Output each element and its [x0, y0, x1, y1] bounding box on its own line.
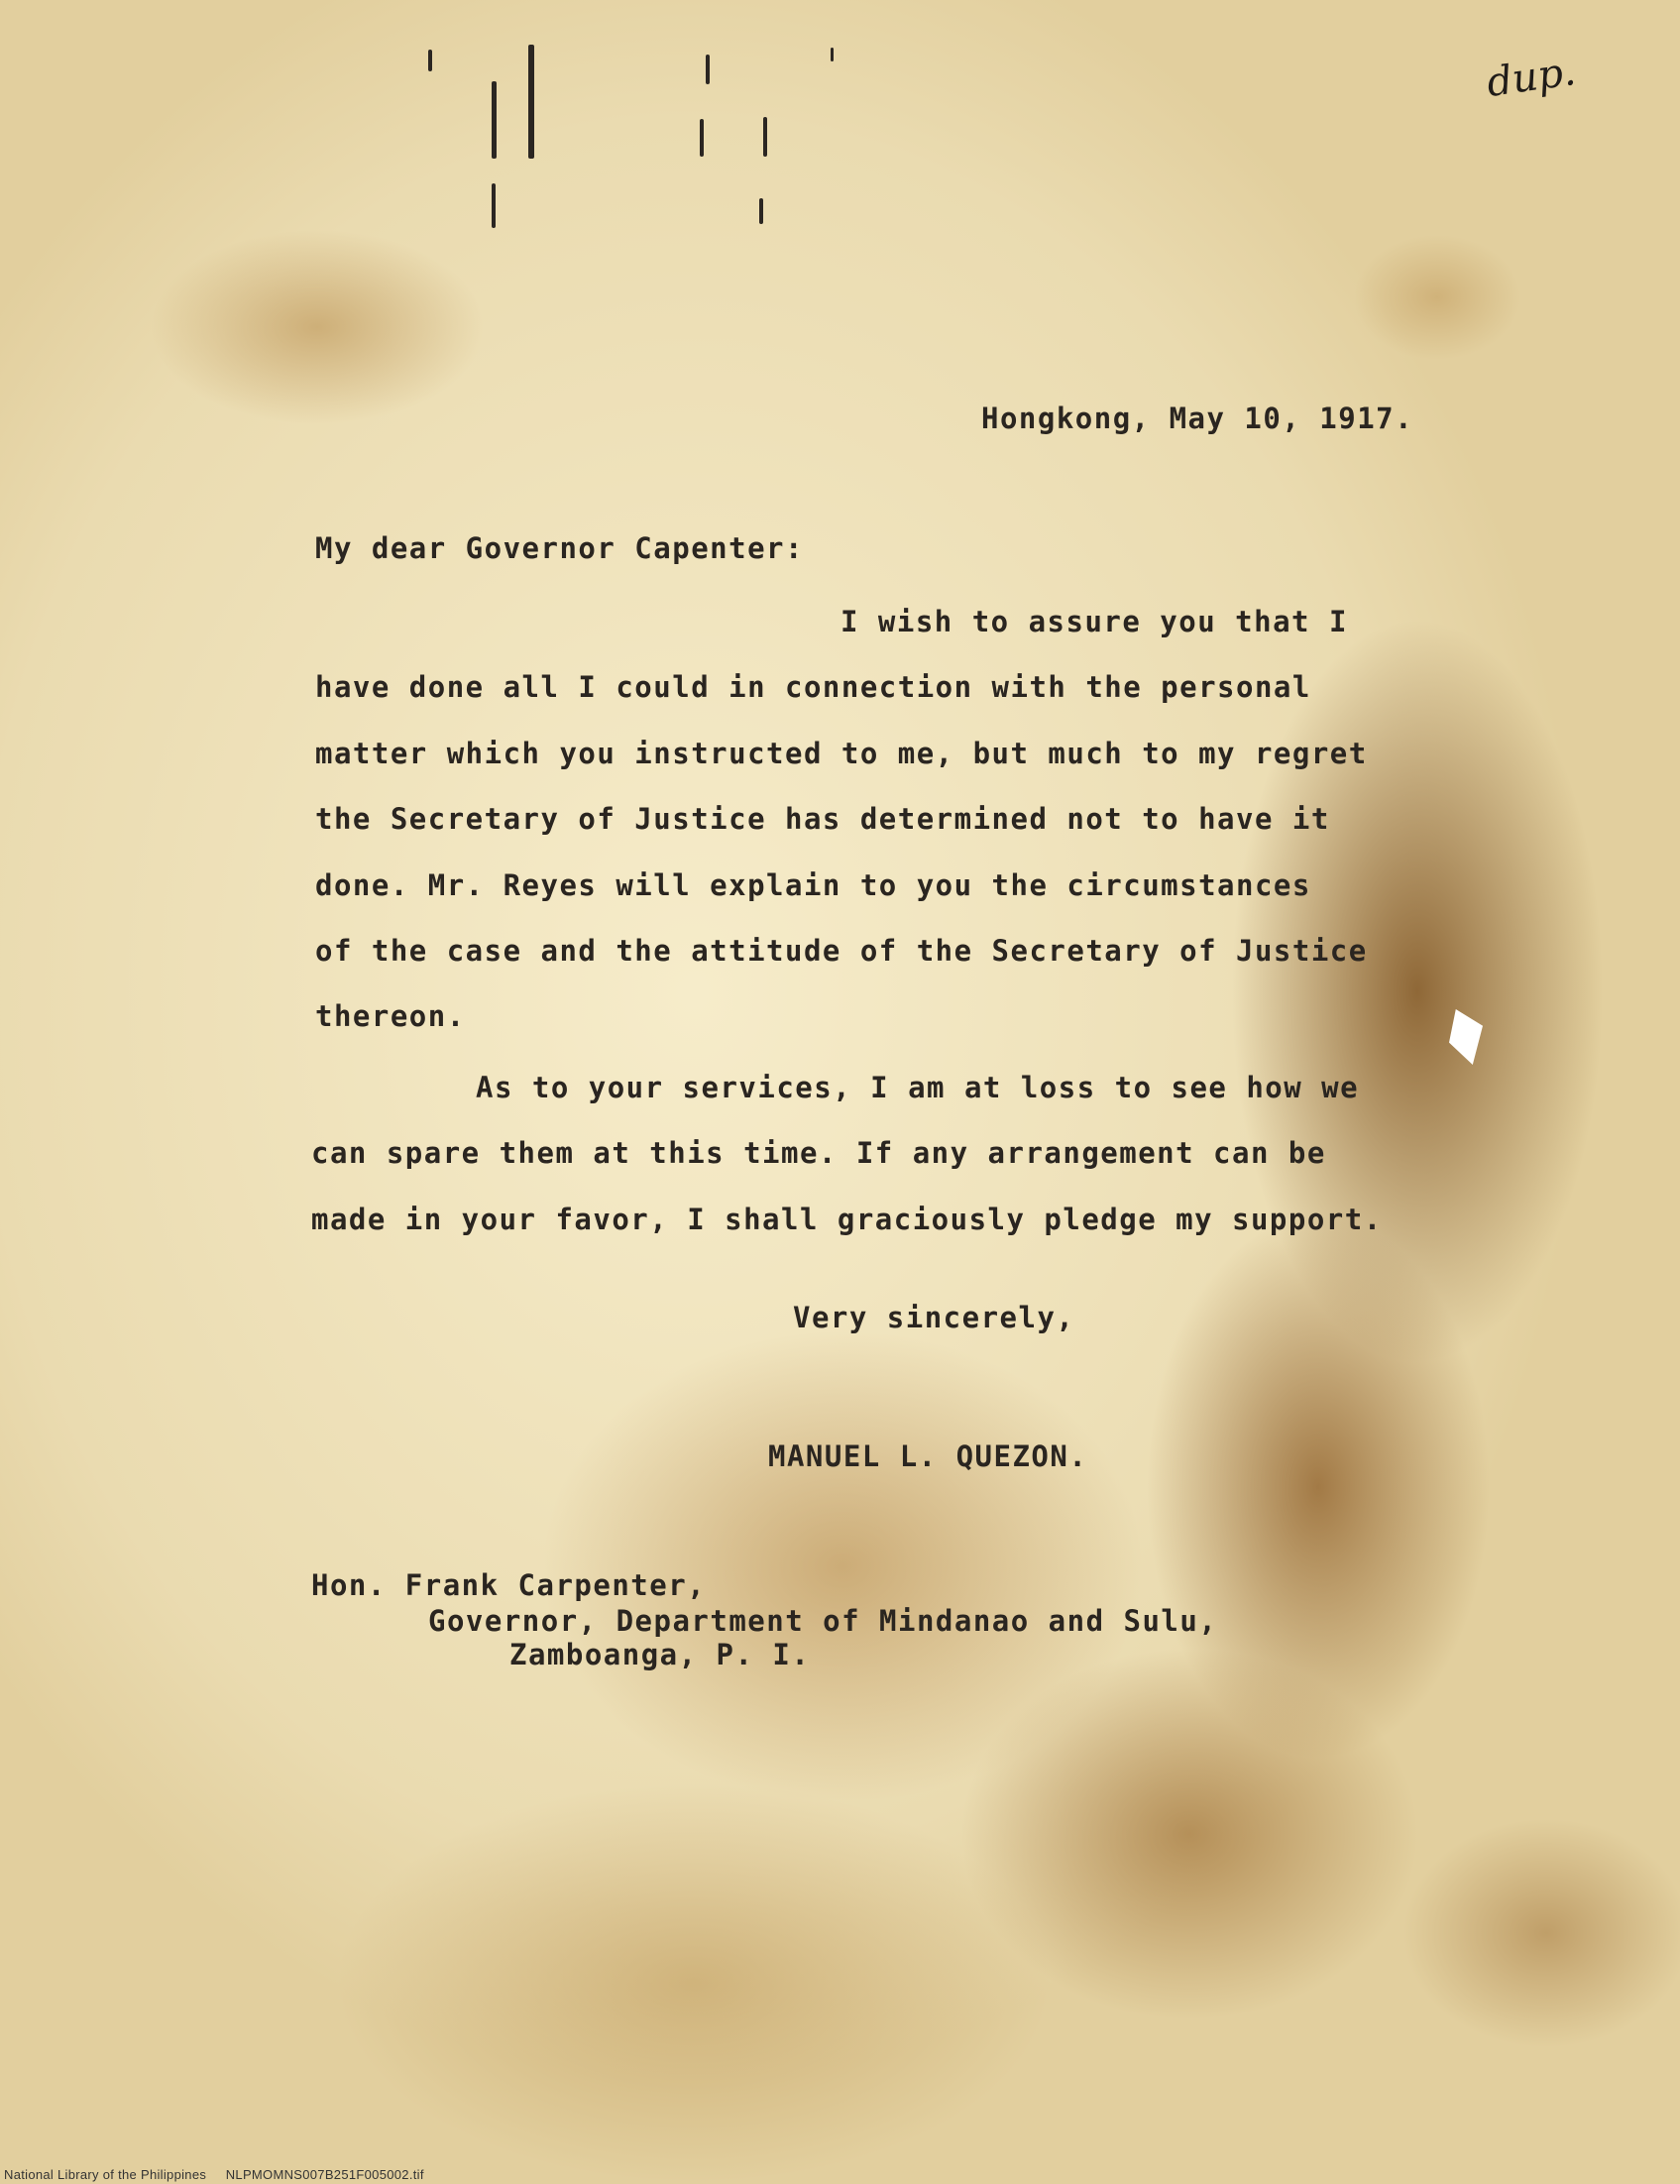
body-line: have done all I could in connection with the personal	[315, 670, 1311, 704]
body-line: done. Mr. Reyes will explain to you the circumstances	[315, 868, 1311, 902]
punch-mark	[528, 45, 534, 159]
closing: Very sincerely,	[793, 1301, 1075, 1334]
body-line: As to your services, I am at loss to see how we	[476, 1071, 1360, 1104]
body-line: the Secretary of Justice has determined not to have it	[315, 802, 1330, 836]
paper-tear	[1449, 1009, 1483, 1065]
punch-mark	[700, 119, 704, 157]
body-line: can spare them at this time. If any arrangement can be	[311, 1136, 1326, 1170]
punch-mark	[492, 183, 496, 228]
salutation: My dear Governor Capenter:	[315, 531, 804, 565]
address-line: Zamboanga, P. I.	[509, 1638, 811, 1671]
dateline: Hongkong, May 10, 1917.	[981, 402, 1414, 435]
punch-mark	[492, 81, 497, 159]
punch-mark	[428, 50, 432, 71]
body-line: of the case and the attitude of the Secretary of Justice	[315, 934, 1368, 968]
body-line: made in your favor, I shall graciously pledge my support.	[311, 1203, 1383, 1236]
handwritten-annotation: dup.	[1484, 48, 1579, 107]
punch-mark	[759, 198, 763, 224]
body-line: thereon.	[315, 999, 466, 1033]
archive-credit: National Library of the Philippines NLPMOMNS007B251F005002.tif	[4, 2167, 424, 2182]
punch-mark	[763, 117, 767, 157]
punch-mark	[831, 48, 834, 61]
signature: MANUEL L. QUEZON.	[768, 1439, 1088, 1473]
address-line: Hon. Frank Carpenter,	[311, 1568, 707, 1602]
body-line: I wish to assure you that I	[840, 605, 1348, 638]
punch-mark	[706, 55, 710, 84]
body-line: matter which you instructed to me, but much to my regret	[315, 737, 1368, 770]
address-line: Governor, Department of Mindanao and Sulu,	[428, 1604, 1218, 1638]
